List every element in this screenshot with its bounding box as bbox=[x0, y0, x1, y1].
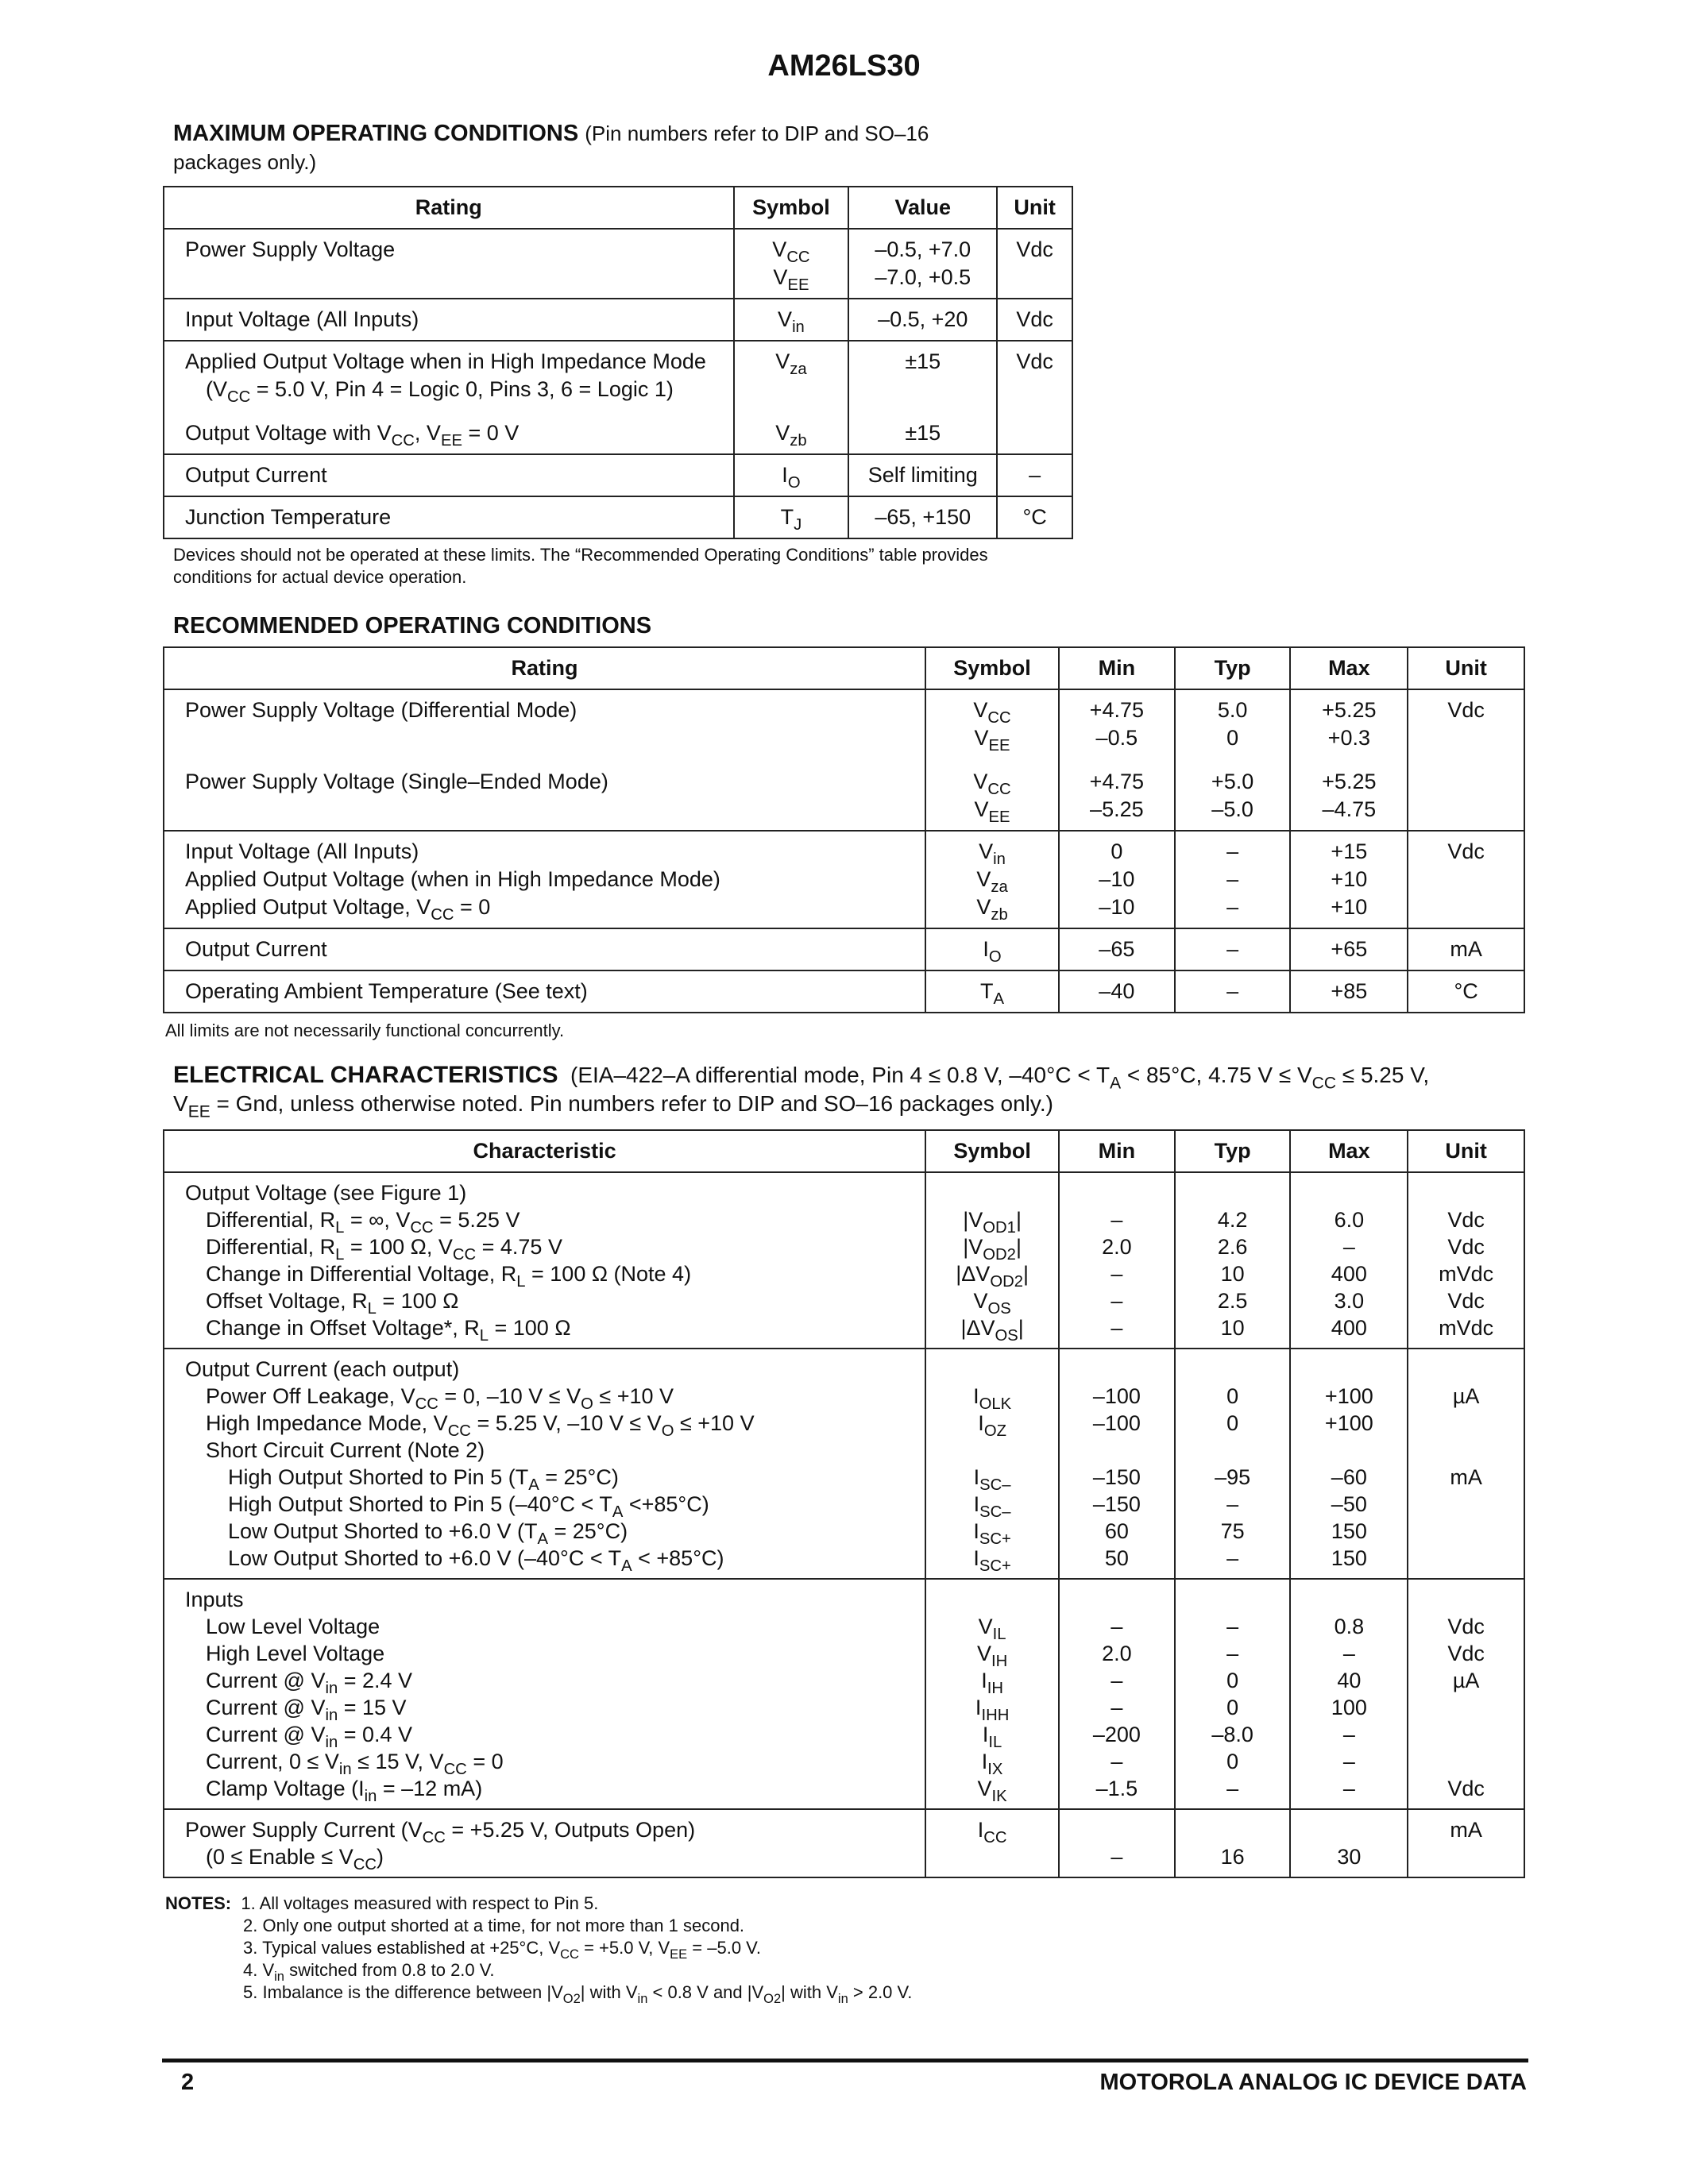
table-row bbox=[164, 928, 1524, 970]
page-number: 2 bbox=[181, 2070, 195, 2095]
min-cell: – 2.0 – – –200 – –1.5 bbox=[1059, 1579, 1175, 1809]
symbol-cell: $I_O$ bbox=[734, 454, 849, 496]
max-conditions-table bbox=[163, 186, 1073, 539]
header-typ: Typ bbox=[1175, 1130, 1291, 1172]
max-cell: +65 bbox=[1290, 928, 1408, 970]
table-row bbox=[164, 1172, 1524, 1349]
header-symbol: Symbol bbox=[925, 1130, 1059, 1172]
table-row bbox=[164, 831, 1524, 928]
table-header-row bbox=[164, 647, 1524, 689]
notes-label: NOTES: bbox=[165, 1893, 232, 1913]
value-cell: –0.5, +7.0 –7.0, +0.5 bbox=[848, 229, 997, 299]
unit-cell: Vdc bbox=[1408, 689, 1524, 831]
max-conditions-note: Devices should not be operated at these limits. The “Recommended Operating Conditions” table provides conditions for actual device operation. bbox=[173, 545, 988, 587]
footer-rule bbox=[162, 2059, 1528, 2062]
symbol-cell: $|V_{OD1}|$ $|V_{OD2}|$ $|\Delta V_{OD2}|$ $V_{OS}$ $|\Delta V_{OS}|$ bbox=[925, 1172, 1059, 1349]
symbol-cell: $T_J$ bbox=[734, 496, 849, 538]
characteristic-cell: Output Voltage (see Figure 1) Differential, $R_L$ = ∞, $V_{CC} = 5.25$ V Differential, $R_L = 100$ Ω, $V_{CC} = 4.75$ V Change in Differential Voltage, $R_L = 100$ Ω (Note 4) Offset Voltage, $R_L = 100$ Ω Change in Offset Voltage*, $R_L = 100$ Ω bbox=[164, 1172, 925, 1349]
max-cell: +15 +10 +10 bbox=[1290, 831, 1408, 928]
symbol-cell: $I_O$ bbox=[925, 928, 1059, 970]
min-cell: +4.75 –0.5 +4.75 –5.25 bbox=[1059, 689, 1175, 831]
symbol-cell: $V_{CC}$ $V_{EE}$ $V_{CC}$ $V_{EE}$ bbox=[925, 689, 1059, 831]
symbol-cell: $I_{CC}$ bbox=[925, 1809, 1059, 1877]
unit-cell: µA mA bbox=[1408, 1349, 1524, 1579]
typ-cell: – bbox=[1175, 928, 1291, 970]
characteristic-cell: Inputs Low Level Voltage High Level Voltage Current @ $V_{in} = 2.4$ V Current @ $V_{in} = 15$ V Current @ $V_{in} = 0.4$ V Current, $0 \le V_{in} \le 15$ V, $V_{CC} = 0$ Clamp Voltage ($I_{in} = -12$ mA) bbox=[164, 1579, 925, 1809]
typ-cell: 16 bbox=[1175, 1809, 1291, 1877]
max-heading-sub1: (Pin numbers refer to DIP and SO–16 bbox=[585, 122, 929, 145]
rating-cell: Operating Ambient Temperature (See text) bbox=[164, 970, 925, 1013]
rating-cell: Input Voltage (All Inputs) Applied Output Voltage (when in High Impedance Mode) Applied Output Voltage, $V_{CC} = 0$ bbox=[164, 831, 925, 928]
rating-cell: Junction Temperature bbox=[164, 496, 734, 538]
header-value: Value bbox=[848, 187, 997, 229]
header-unit: Unit bbox=[1408, 1130, 1524, 1172]
rec-conditions-heading: RECOMMENDED OPERATING CONDITIONS bbox=[173, 613, 652, 639]
header-max: Max bbox=[1290, 647, 1408, 689]
elec-char-heading: ELECTRICAL CHARACTERISTICS (EIA–422–A differential mode, Pin 4 ≤ 0.8 V, $-40^\circ C < T_A < 85^\circ C$, 4.75 $V \le V_{CC} \le 5.25$ V, $V_{EE}$ = Gnd, unless otherwise noted. Pin numbers refer to DIP and SO–16 packages only.) bbox=[173, 1062, 1430, 1121]
symbol-cell: $V_{CC}$ $V_{EE}$ bbox=[734, 229, 849, 299]
typ-cell: 5.0 0 +5.0 –5.0 bbox=[1175, 689, 1291, 831]
typ-cell: 0 0 –95 – 75 – bbox=[1175, 1349, 1291, 1579]
rating-cell: Power Supply Voltage bbox=[164, 229, 734, 299]
table-row bbox=[164, 341, 1072, 454]
min-cell: – 2.0 – – – bbox=[1059, 1172, 1175, 1349]
max-conditions-heading bbox=[173, 119, 929, 176]
header-min: Min bbox=[1059, 1130, 1175, 1172]
typ-cell: – – – bbox=[1175, 831, 1291, 928]
table-row bbox=[164, 1579, 1524, 1809]
symbol-cell: $V_{za}$ $V_{zb}$ bbox=[734, 341, 849, 454]
rec-conditions-table bbox=[163, 646, 1525, 1013]
table-row bbox=[164, 1809, 1524, 1877]
table-header-row bbox=[164, 187, 1072, 229]
value-cell: Self limiting bbox=[848, 454, 997, 496]
unit-cell: °C bbox=[1408, 970, 1524, 1013]
symbol-cell: $I_{OLK}$ $I_{OZ}$ $I_{SC-}$ $I_{SC-}$ $I_{SC+}$ $I_{SC+}$ bbox=[925, 1349, 1059, 1579]
header-min: Min bbox=[1059, 647, 1175, 689]
header-rating: Rating bbox=[164, 187, 734, 229]
max-cell: 6.0 – 400 3.0 400 bbox=[1290, 1172, 1408, 1349]
header-max: Max bbox=[1290, 1130, 1408, 1172]
table-row bbox=[164, 1349, 1524, 1579]
min-cell: – bbox=[1059, 1809, 1175, 1877]
typ-cell: – – 0 0 –8.0 0 – bbox=[1175, 1579, 1291, 1809]
rating-cell: Input Voltage (All Inputs) bbox=[164, 299, 734, 341]
header-unit: Unit bbox=[1408, 647, 1524, 689]
rating-cell: Applied Output Voltage when in High Impedance Mode ($V_{CC} = 5.0$ V, Pin 4 = Logic 0, Pins 3, 6 = Logic 1) Output Voltage with $V_{CC}$, $V_{EE} = 0$ V bbox=[164, 341, 734, 454]
value-cell: –65, +150 bbox=[848, 496, 997, 538]
symbol-cell: $T_A$ bbox=[925, 970, 1059, 1013]
header-unit: Unit bbox=[997, 187, 1072, 229]
max-cell: +5.25 +0.3 +5.25 –4.75 bbox=[1290, 689, 1408, 831]
unit-cell: Vdc Vdc mVdc Vdc mVdc bbox=[1408, 1172, 1524, 1349]
header-symbol: Symbol bbox=[925, 647, 1059, 689]
table-header-row bbox=[164, 1130, 1524, 1172]
max-cell: 0.8 – 40 100 – – – bbox=[1290, 1579, 1408, 1809]
min-cell: –40 bbox=[1059, 970, 1175, 1013]
min-cell: –100 –100 –150 –150 60 50 bbox=[1059, 1349, 1175, 1579]
max-heading-sub2: packages only.) bbox=[173, 150, 317, 174]
rating-cell: Output Current bbox=[164, 928, 925, 970]
unit-cell: Vdc bbox=[997, 299, 1072, 341]
header-typ: Typ bbox=[1175, 647, 1291, 689]
symbol-cell: $V_{in}$ $V_{za}$ $V_{zb}$ bbox=[925, 831, 1059, 928]
rating-cell: Power Supply Voltage (Differential Mode) Power Supply Voltage (Single–Ended Mode) bbox=[164, 689, 925, 831]
rec-conditions-note: All limits are not necessarily functional concurrently. bbox=[165, 1021, 565, 1040]
header-rating: Rating bbox=[164, 647, 925, 689]
unit-cell: Vdc Vdc µA Vdc bbox=[1408, 1579, 1524, 1809]
value-cell: –0.5, +20 bbox=[848, 299, 997, 341]
header-characteristic: Characteristic bbox=[164, 1130, 925, 1172]
max-cell: +85 bbox=[1290, 970, 1408, 1013]
typ-cell: – bbox=[1175, 970, 1291, 1013]
unit-cell: – bbox=[997, 454, 1072, 496]
unit-cell: Vdc bbox=[997, 341, 1072, 454]
min-cell: 0 –10 –10 bbox=[1059, 831, 1175, 928]
table-row bbox=[164, 496, 1072, 538]
unit-cell: Vdc bbox=[997, 229, 1072, 299]
footer-title: MOTOROLA ANALOG IC DEVICE DATA bbox=[1099, 2070, 1527, 2095]
page-title: AM26LS30 bbox=[767, 49, 921, 83]
min-cell: –65 bbox=[1059, 928, 1175, 970]
notes-block: NOTES: 1. All voltages measured with respect to Pin 5. 2. Only one output shorted at a time, for not more than 1 second. 3. Typical values established at +25°C, $V_{CC} = +5.0$ V, $V_{EE} = -5.0$ V. 4. $V_{in}$ switched from 0.8 to 2.0 V. 5. Imbalance is the difference between $|V_{O2}|$ with $V_{in} < 0.8$ V and $|V_{O2}|$ with $V_{in} > 2.0$ V. bbox=[165, 1893, 913, 2006]
typ-cell: 4.2 2.6 10 2.5 10 bbox=[1175, 1172, 1291, 1349]
unit-cell: Vdc bbox=[1408, 831, 1524, 928]
characteristic-cell: Power Supply Current ($V_{CC} = +5.25$ V, Outputs Open) (0 ≤ Enable ≤ $V_{CC}$) bbox=[164, 1809, 925, 1877]
table-row bbox=[164, 689, 1524, 831]
table-row bbox=[164, 970, 1524, 1013]
max-cell: +100 +100 –60 –50 150 150 bbox=[1290, 1349, 1408, 1579]
unit-cell: mA bbox=[1408, 1809, 1524, 1877]
table-row bbox=[164, 229, 1072, 299]
unit-cell: °C bbox=[997, 496, 1072, 538]
max-heading-text: MAXIMUM OPERATING CONDITIONS bbox=[173, 121, 579, 146]
max-cell: 30 bbox=[1290, 1809, 1408, 1877]
symbol-cell: $V_{in}$ bbox=[734, 299, 849, 341]
rating-cell: Output Current bbox=[164, 454, 734, 496]
value-cell: ±15 ±15 bbox=[848, 341, 997, 454]
electrical-characteristics-table bbox=[163, 1129, 1525, 1878]
characteristic-cell: Output Current (each output) Power Off Leakage, $V_{CC} = 0$, –10 $V \le V_O \le +10$ V High Impedance Mode, $V_{CC} = 5.25$ V, –10 $V \le V_O \le +10$ V Short Circuit Current (Note 2) High Output Shorted to Pin 5 $(T_A = 25^\circ C)$ High Output Shorted to Pin 5 $(-40^\circ C < T_A <+85^\circ C)$ Low Output Shorted to +6.0 V $(T_A = 25^\circ C)$ Low Output Shorted to +6.0 V $(-40^\circ C < T_A < +85^\circ C)$ bbox=[164, 1349, 925, 1579]
unit-cell: mA bbox=[1408, 928, 1524, 970]
table-row bbox=[164, 454, 1072, 496]
symbol-cell: $V_{IL}$ $V_{IH}$ $I_{IH}$ $I_{IHH}$ $I_{IL}$ $I_{IX}$ $V_{IK}$ bbox=[925, 1579, 1059, 1809]
table-row bbox=[164, 299, 1072, 341]
header-symbol: Symbol bbox=[734, 187, 849, 229]
